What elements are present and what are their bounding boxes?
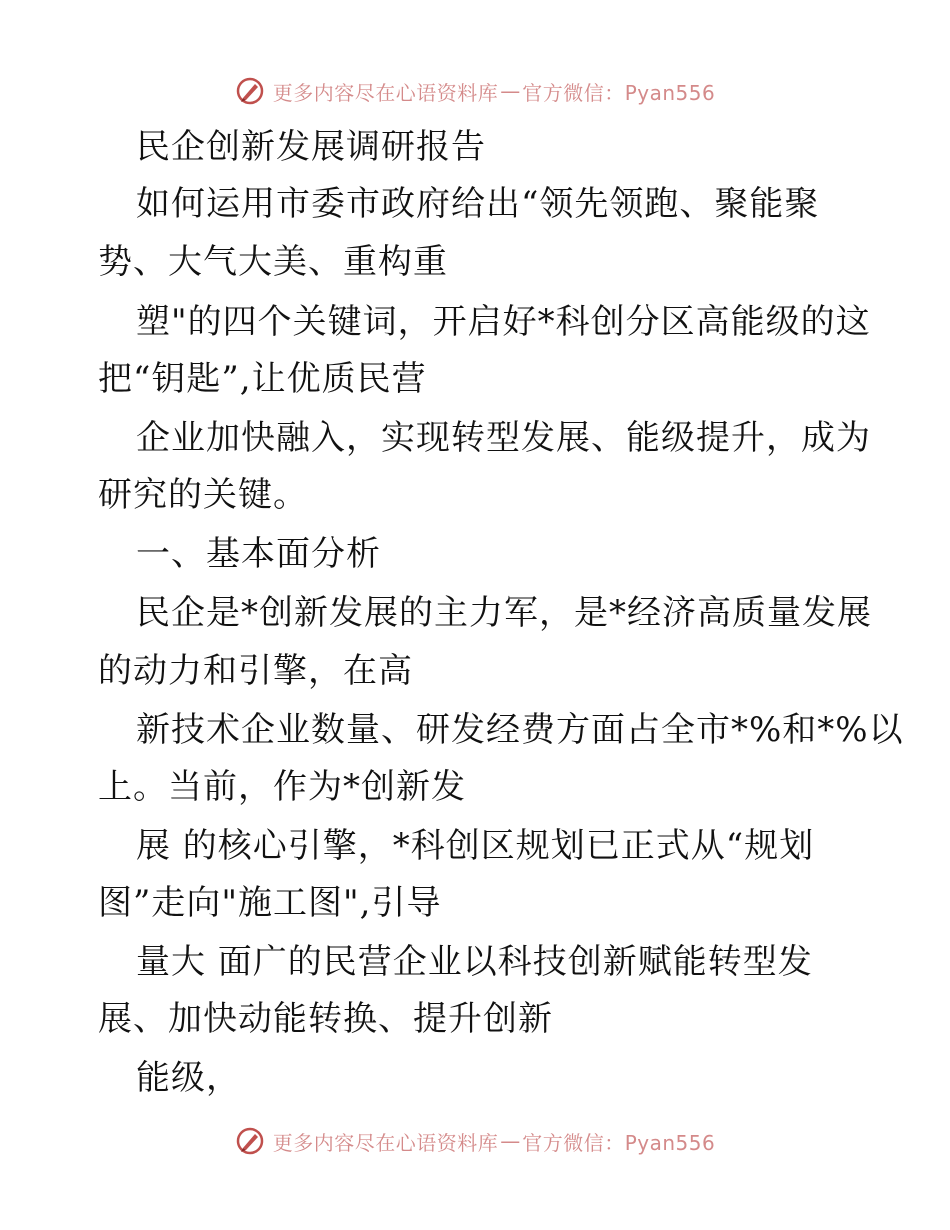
paragraph-line: 上。当前，作为*创新发 (98, 767, 466, 807)
document-title: 民企创新发展调研报告 (136, 127, 486, 167)
watermark-dash: — (500, 79, 521, 103)
watermark-dash: — (500, 1129, 521, 1153)
paragraph-line: 展、加快动能转换、提升创新 (98, 999, 553, 1039)
paragraph-line: 企业加快融入，实现转型发展、能级提升，成为 (136, 418, 871, 458)
paragraph-line: 民企是*创新发展的主力军，是*经济高质量发展 (136, 593, 872, 633)
pen-logo-icon (235, 1126, 265, 1156)
paragraph-line: 塑"的四个关键词，开启好*科创分区高能级的这 (136, 302, 871, 342)
paragraph-line: 展 的核心引擎，*科创区规划已正式从“规划 (136, 826, 815, 866)
paragraph-line: 新技术企业数量、研发经费方面占全市*%和*%以 (136, 710, 904, 750)
paragraph-line: 把“钥匙”,让优质民营 (98, 359, 427, 399)
watermark-text: 更多内容尽在心语资料库 (272, 1130, 499, 1155)
watermark-suffix: 官方微信：Pyan556 (522, 80, 716, 105)
paragraph-line: 能级， (136, 1058, 241, 1098)
watermark-suffix: 官方微信：Pyan556 (522, 1130, 716, 1155)
paragraph-line: 图”走向"施工图",引导 (98, 883, 442, 923)
section-heading: 一、基本面分析 (136, 534, 381, 574)
pen-logo-icon (235, 76, 265, 106)
paragraph-line: 如何运用市委市政府给出“领先领跑、聚能聚 (136, 184, 820, 224)
watermark-header (0, 71, 950, 111)
watermark-text: 更多内容尽在心语资料库 (272, 80, 499, 105)
watermark-footer (0, 1121, 950, 1161)
paragraph-line: 研究的关键。 (98, 475, 308, 515)
paragraph-line: 的动力和引擎，在高 (98, 651, 413, 691)
paragraph-line: 量大 面广的民营企业以科技创新赋能转型发 (136, 942, 813, 982)
paragraph-line: 势、大气大美、重构重 (98, 242, 448, 282)
